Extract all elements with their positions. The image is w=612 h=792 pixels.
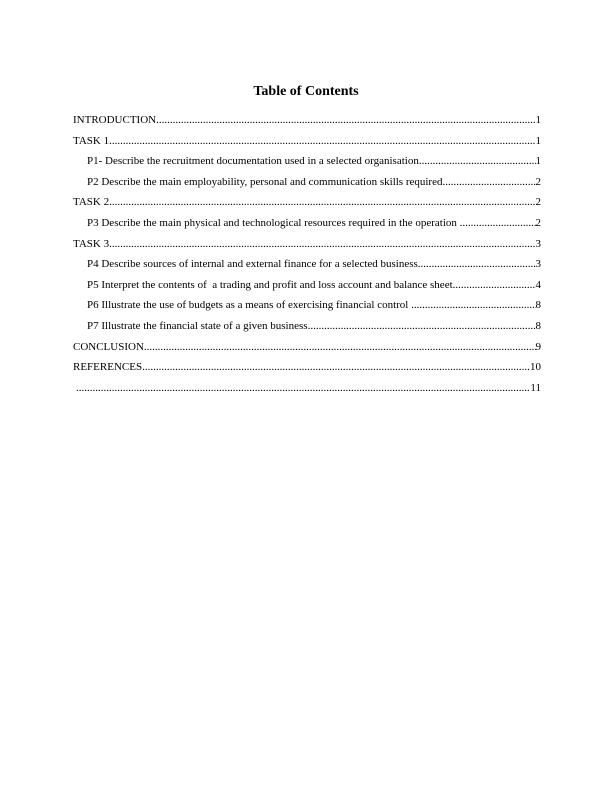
toc-dot-leader: [142, 361, 530, 374]
toc-entry-label: TASK 3: [73, 237, 110, 250]
toc-dot-leader: [144, 341, 536, 354]
toc-dot-leader: [76, 382, 530, 395]
toc-dot-leader: [460, 217, 536, 230]
toc-dot-leader: [109, 196, 535, 209]
toc-entry-task-2[interactable]: [73, 196, 541, 217]
toc-entry-label: P3 Describe the main physical and technological resources required in the operation: [87, 216, 460, 229]
toc-dot-leader: [109, 238, 535, 251]
toc-page-number: 8: [535, 299, 541, 312]
toc-entry-label: REFERENCES: [73, 361, 143, 374]
toc-entry-label: P4 Describe sources of internal and external finance for a selected business: [87, 258, 418, 271]
toc-entry-introduction[interactable]: [73, 114, 541, 135]
toc-dot-leader: [442, 176, 535, 189]
toc-dot-leader: [109, 135, 535, 148]
toc-page-number: 11: [530, 381, 541, 394]
toc-entry-label: INTRODUCTION: [73, 114, 157, 126]
toc-entry-label: P6 Illustrate the use of budgets as a means of exercising financial control: [87, 299, 412, 312]
toc-entry-label: P2 Describe the main employability, personal and communication skills required: [87, 175, 443, 188]
toc-dot-leader: [411, 299, 535, 312]
toc-page-number: 3: [535, 237, 541, 250]
toc-entry-p2[interactable]: [73, 176, 541, 197]
toc-entry-task-3[interactable]: [73, 238, 541, 259]
toc-entry-label: TASK 1: [73, 134, 110, 147]
toc-entry-task-1[interactable]: [73, 135, 541, 156]
table-of-contents: [73, 114, 541, 402]
toc-entry-references[interactable]: [73, 361, 541, 382]
toc-dot-leader: [418, 258, 536, 271]
toc-entry-label: P5 Interpret the contents of a trading and profit and loss account and balance sheet: [87, 278, 453, 291]
page-title: Table of Contents: [253, 84, 359, 99]
toc-entry-p3[interactable]: [73, 217, 541, 238]
toc-page-number: 2: [535, 196, 541, 209]
toc-dot-leader: [453, 279, 536, 292]
toc-entry-label: P1- Describe the recruitment documentation used in a selected organisation: [87, 155, 419, 168]
toc-entry-p1[interactable]: [73, 155, 541, 176]
toc-dot-leader: [308, 320, 536, 333]
toc-dot-leader: [156, 114, 535, 127]
toc-page-number: 10: [530, 361, 541, 374]
toc-page-number: 2: [535, 175, 541, 188]
toc-dot-leader: [419, 155, 536, 168]
toc-entry-conclusion[interactable]: [73, 341, 541, 362]
toc-page-number: 1: [535, 134, 541, 147]
toc-page-number: 2: [535, 216, 541, 229]
toc-entry-p4[interactable]: [73, 258, 541, 279]
toc-page-number: 9: [535, 340, 541, 353]
toc-entry-untitled[interactable]: [73, 382, 541, 403]
toc-page-number: 3: [535, 258, 541, 271]
toc-entry-p6[interactable]: [73, 299, 541, 320]
toc-page-number: 4: [535, 278, 541, 291]
toc-page-number: 1: [535, 155, 541, 168]
toc-page-number: 1: [535, 114, 541, 126]
toc-entry-p5[interactable]: [73, 279, 541, 300]
toc-page-number: 8: [535, 319, 541, 332]
toc-entry-label: TASK 2: [73, 196, 110, 209]
toc-entry-p7[interactable]: [73, 320, 541, 341]
toc-entry-label: CONCLUSION: [73, 340, 144, 353]
toc-entry-label: P7 Illustrate the financial state of a given business: [87, 319, 308, 332]
